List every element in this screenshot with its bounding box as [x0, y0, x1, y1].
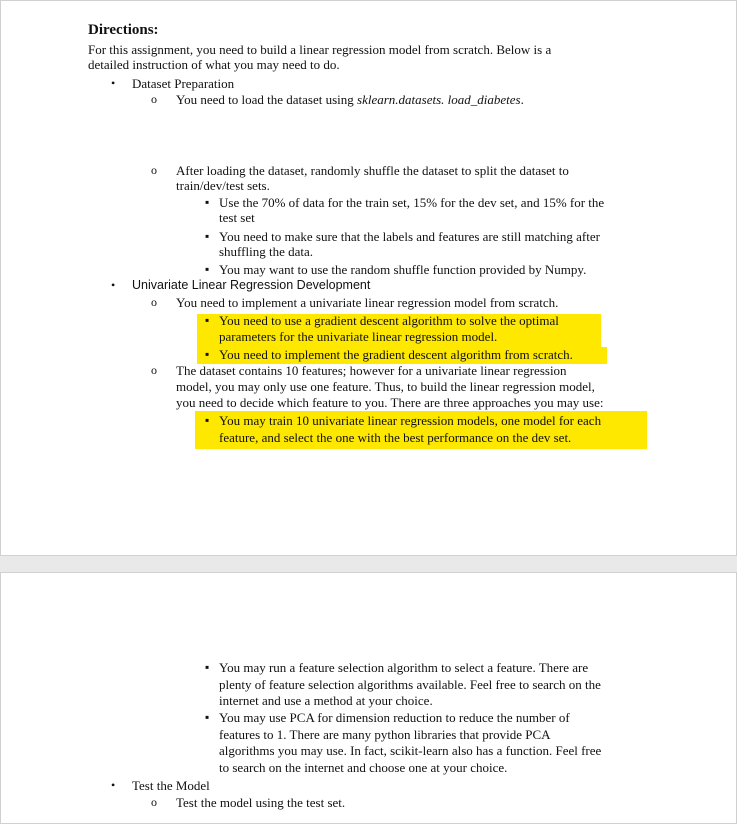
circle-bullet-icon: o — [151, 795, 157, 809]
square-bullet-icon: ▪ — [205, 660, 210, 674]
highlighted-item: You need to implement the gradient descent algorithm from scratch. — [219, 347, 573, 362]
circle-bullet-icon: o — [151, 295, 157, 309]
section-dataset: Dataset Preparation — [132, 76, 235, 91]
square-bullet-icon: ▪ — [205, 347, 210, 361]
list-item: Use the 70% of data for the train set, 15% for the dev set, and 15% for the — [219, 195, 605, 210]
square-bullet-icon: ▪ — [205, 229, 210, 243]
code-ref: sklearn.datasets. load_diabetes — [357, 92, 521, 107]
highlighted-item: feature, and select the one with the best performance on the dev set. — [219, 430, 572, 445]
section-test: Test the Model — [132, 778, 210, 793]
circle-bullet-icon: o — [151, 163, 157, 177]
list-item: you need to decide which feature to you. There are three approaches you may use: — [176, 395, 604, 410]
document-page-2 — [0, 572, 737, 824]
list-item: You may run a feature selection algorithm to select a feature. There are — [219, 660, 589, 675]
list-item: You need to load the dataset using sklearn.datasets. load_diabetes. — [176, 92, 524, 107]
intro-line: detailed instruction of what you may need to do. — [88, 57, 340, 72]
list-item: You need to make sure that the labels and features are still matching after — [219, 229, 600, 244]
section-univariate: Univariate Linear Regression Development — [132, 278, 371, 292]
bullet-icon: • — [111, 278, 116, 292]
list-item: model, you may only use one feature. Thus, to build the linear regression model, — [176, 379, 595, 394]
list-item: plenty of feature selection algorithms available. Feel free to search on the — [219, 677, 601, 692]
list-item: internet and use a method at your choice. — [219, 693, 433, 708]
list-item: You need to implement a univariate linear regression model from scratch. — [176, 295, 559, 310]
bullet-icon: • — [111, 778, 116, 792]
highlighted-item: You need to use a gradient descent algorithm to solve the optimal — [219, 313, 559, 328]
list-item: shuffling the data. — [219, 244, 313, 259]
square-bullet-icon: ▪ — [205, 262, 210, 276]
circle-bullet-icon: o — [151, 92, 157, 106]
heading: Directions: — [88, 22, 159, 38]
list-item: to search on the internet and choose one at your choice. — [219, 760, 508, 775]
bullet-icon: • — [111, 76, 116, 90]
list-item: algorithms you may use. In fact, scikit-learn also has a function. Feel free — [219, 743, 602, 758]
intro-line: For this assignment, you need to build a linear regression model from scratch. Below is a — [88, 42, 552, 57]
list-item: Test the model using the test set. — [176, 795, 346, 810]
list-item: After loading the dataset, randomly shuffle the dataset to split the dataset to — [176, 163, 569, 178]
text: You need to load the dataset using — [176, 92, 358, 107]
list-item: You may use PCA for dimension reduction to reduce the number of — [219, 710, 570, 725]
highlighted-item: You may train 10 univariate linear regression models, one model for each — [219, 413, 602, 428]
circle-bullet-icon: o — [151, 363, 157, 377]
list-item: You may want to use the random shuffle function provided by Numpy. — [219, 262, 587, 277]
square-bullet-icon: ▪ — [205, 710, 210, 724]
highlighted-item: parameters for the univariate linear regression model. — [219, 329, 498, 344]
list-item: The dataset contains 10 features; however for a univariate linear regression — [176, 363, 567, 378]
list-item: test set — [219, 210, 255, 225]
square-bullet-icon: ▪ — [205, 195, 210, 209]
list-item: features to 1. There are many python libraries that provide PCA — [219, 727, 551, 742]
square-bullet-icon: ▪ — [205, 413, 210, 427]
square-bullet-icon: ▪ — [205, 313, 210, 327]
list-item: train/dev/test sets. — [176, 178, 270, 193]
